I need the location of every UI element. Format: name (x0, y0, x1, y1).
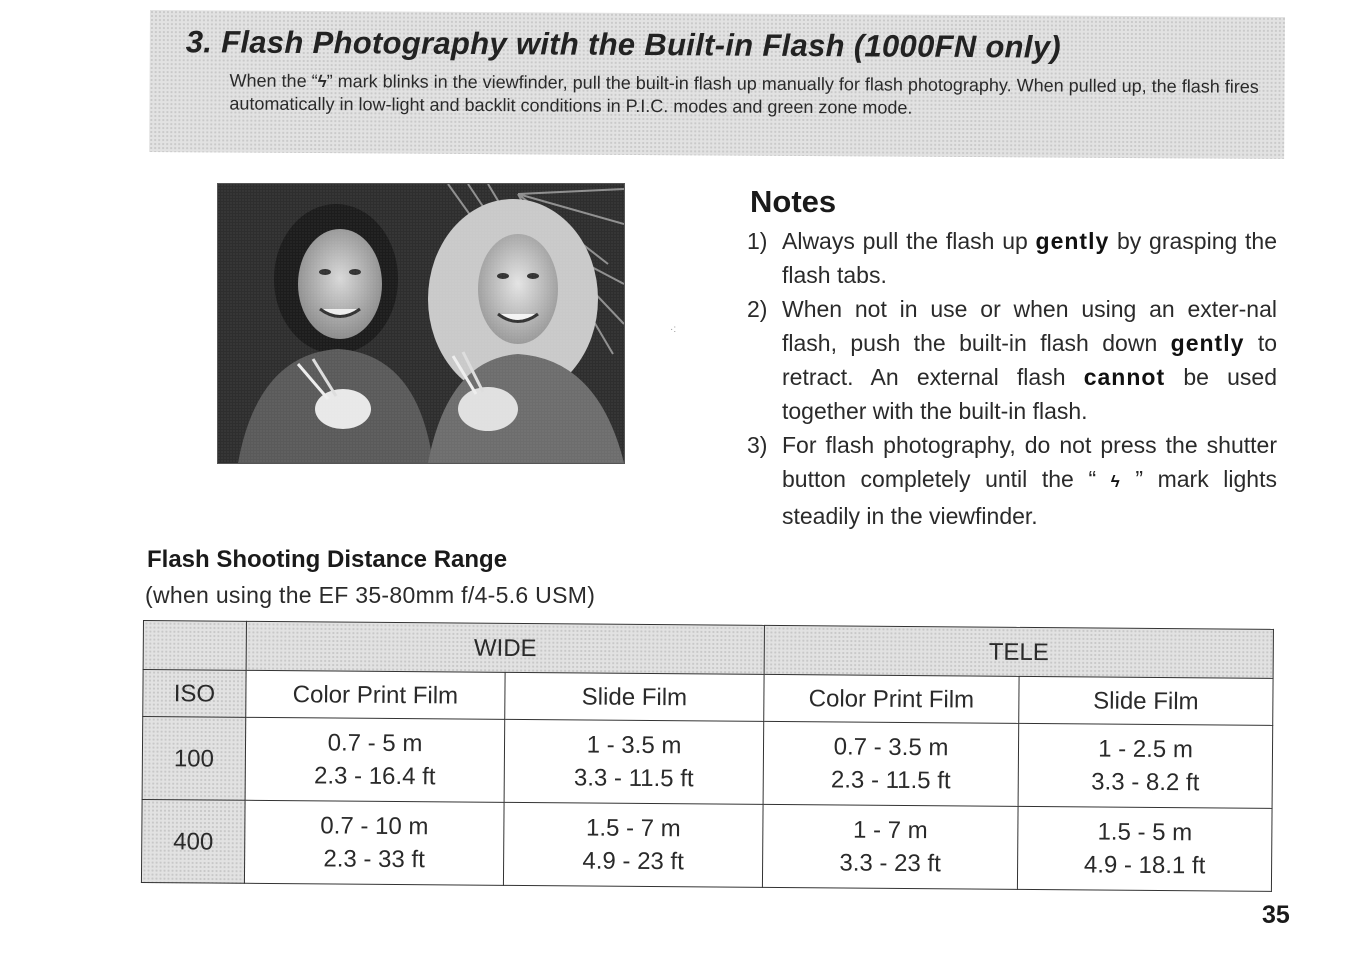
range-meters: 1 - 2.5 m (1098, 735, 1193, 764)
range-cell (504, 719, 764, 804)
range-subtitle: (when using the EF 35-80mm f/4-5.6 USM) (145, 582, 596, 608)
range-feet: 3.3 - 23 ft (839, 849, 941, 878)
range-feet: 3.3 - 11.5 ft (573, 764, 694, 793)
note-text: ” mark lights steadily in the viewfinder. (782, 466, 1277, 529)
note-emphasis: gently (1035, 228, 1110, 254)
range-feet: 3.3 - 8.2 ft (1091, 768, 1200, 797)
photo-two-women-with-drinks (217, 183, 625, 464)
note-text: be used together with the built-in flash. (782, 364, 1277, 424)
range-meters: 0.7 - 10 m (320, 812, 429, 841)
column-header: Slide Film (505, 672, 764, 721)
range-meters: 0.7 - 5 m (327, 729, 423, 758)
note-item-3 (747, 428, 1277, 533)
intro-text-part2: ” mark blinks in the viewfinder, pull the built-in flash up manually for flash photography. When pulled up, the flash fires automatically in low-light and backlit conditions in P.I.C. modes and green zone mode. (229, 71, 1259, 118)
note-number: 1) (747, 228, 768, 254)
range-cell (503, 802, 763, 887)
print-speck: ·: (670, 324, 677, 335)
group-header-wide: WIDE (246, 621, 764, 674)
range-feet: 4.9 - 18.1 ft (1083, 851, 1206, 880)
range-cell (1017, 806, 1272, 891)
column-header: Color Print Film (246, 670, 505, 719)
note-text: When not in use or when using an exter-nal flash, push the built-in flash down (782, 296, 1277, 356)
range-feet: 2.3 - 16.4 ft (313, 762, 436, 791)
group-header-tele: TELE (764, 625, 1273, 678)
flash-distance-table (141, 620, 1274, 892)
section-title: 3. Flash Photography with the Built-in Flash (1000FN only) (185, 24, 1062, 65)
table-row (141, 799, 1272, 891)
header-band (149, 10, 1285, 159)
iso-value: 400 (141, 799, 245, 883)
note-text: by grasping the flash tabs. (782, 228, 1277, 288)
note-text: to retract. An external flash (782, 330, 1278, 390)
note-item-1 (747, 224, 1277, 292)
range-cell (244, 800, 504, 885)
range-meters: 1.5 - 5 m (1097, 818, 1193, 847)
page-number: 35 (1262, 901, 1290, 929)
note-number: 2) (747, 296, 768, 322)
range-cell (1018, 723, 1273, 808)
section-intro (229, 69, 1259, 120)
range-cell (245, 717, 505, 802)
range-feet: 2.3 - 11.5 ft (830, 766, 951, 795)
iso-value: 100 (142, 717, 246, 801)
note-text: Always pull the flash up (782, 228, 1036, 254)
range-meters: 1 - 3.5 m (586, 731, 682, 760)
notes-list (747, 224, 1277, 533)
table-row (142, 717, 1273, 809)
note-emphasis: cannot (1083, 364, 1166, 390)
note-emphasis: gently (1170, 330, 1245, 356)
column-header: Color Print Film (764, 674, 1019, 723)
note-number: 3) (747, 432, 768, 458)
iso-header: ISO (143, 670, 246, 718)
column-header: Slide Film (1019, 676, 1273, 725)
range-meters: 1 - 7 m (852, 816, 928, 845)
range-meters: 1.5 - 7 m (585, 814, 681, 843)
range-cell (763, 721, 1019, 806)
flash-icon: ϟ (1110, 472, 1121, 491)
range-meters: 0.7 - 3.5 m (833, 733, 949, 762)
note-text: For flash photography, do not press the shutter button completely until the “ (782, 432, 1277, 492)
intro-text-part1: When the “ (229, 70, 318, 92)
photo-illustration (218, 184, 624, 463)
range-cell (762, 804, 1018, 889)
table-group-header-row (143, 621, 1273, 679)
table-corner-cell (143, 621, 246, 671)
range-feet: 4.9 - 23 ft (582, 847, 684, 876)
flash-icon: ϟ (317, 72, 327, 92)
range-feet: 2.3 - 33 ft (323, 845, 425, 874)
note-item-2 (747, 292, 1277, 428)
notes-title: Notes (750, 184, 837, 219)
range-title: Flash Shooting Distance Range (147, 546, 508, 573)
